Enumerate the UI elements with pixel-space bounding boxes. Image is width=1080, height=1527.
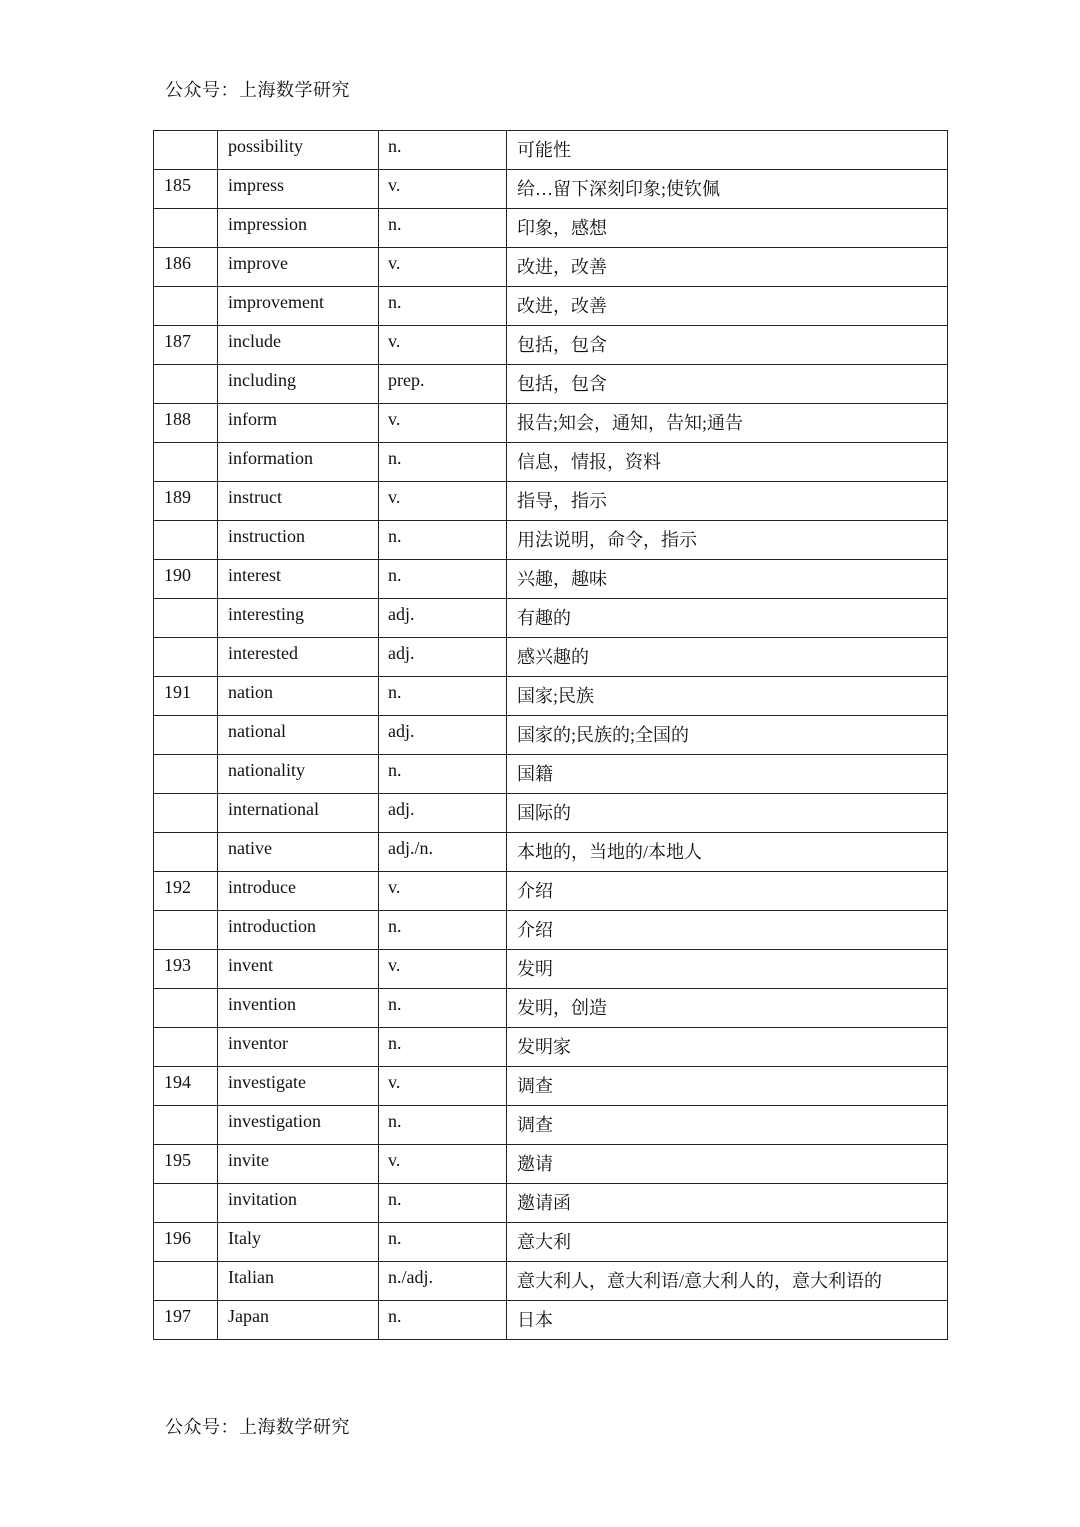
meaning-cell: 调查	[507, 1067, 948, 1106]
word-cell: invitation	[218, 1184, 379, 1223]
meaning-cell: 印象，感想	[507, 209, 948, 248]
entry-number: 187	[154, 326, 218, 365]
part-of-speech-cell: v.	[379, 950, 507, 989]
table-row	[154, 1028, 948, 1067]
meaning-cell: 给…留下深刻印象;使钦佩	[507, 170, 948, 209]
table-row	[154, 248, 948, 287]
word-cell: native	[218, 833, 379, 872]
table-row	[154, 482, 948, 521]
word-cell: invite	[218, 1145, 379, 1184]
word-cell: international	[218, 794, 379, 833]
part-of-speech-cell: v.	[379, 1067, 507, 1106]
word-cell: impress	[218, 170, 379, 209]
meaning-cell: 发明	[507, 950, 948, 989]
entry-number: 191	[154, 677, 218, 716]
entry-number	[154, 1262, 218, 1301]
word-cell: impression	[218, 209, 379, 248]
word-cell: inform	[218, 404, 379, 443]
entry-number: 185	[154, 170, 218, 209]
entry-number	[154, 599, 218, 638]
table-row	[154, 1106, 948, 1145]
part-of-speech-cell: n.	[379, 989, 507, 1028]
entry-number: 195	[154, 1145, 218, 1184]
table-row	[154, 326, 948, 365]
meaning-cell: 发明家	[507, 1028, 948, 1067]
word-cell: improvement	[218, 287, 379, 326]
meaning-cell: 国家;民族	[507, 677, 948, 716]
part-of-speech-cell: n.	[379, 521, 507, 560]
meaning-cell: 指导，指示	[507, 482, 948, 521]
entry-number	[154, 716, 218, 755]
entry-number	[154, 989, 218, 1028]
table-row	[154, 677, 948, 716]
word-cell: interesting	[218, 599, 379, 638]
table-row	[154, 560, 948, 599]
meaning-cell: 报告;知会，通知，告知;通告	[507, 404, 948, 443]
word-cell: national	[218, 716, 379, 755]
word-cell: improve	[218, 248, 379, 287]
page-header: 公众号：上海数学研究	[165, 80, 350, 100]
table-row	[154, 1262, 948, 1301]
meaning-cell: 包括，包含	[507, 326, 948, 365]
part-of-speech-cell: adj.	[379, 716, 507, 755]
vocabulary-table	[153, 130, 948, 1340]
word-cell: inventor	[218, 1028, 379, 1067]
word-cell: information	[218, 443, 379, 482]
table-row	[154, 755, 948, 794]
table-row	[154, 521, 948, 560]
entry-number	[154, 443, 218, 482]
meaning-cell: 改进，改善	[507, 287, 948, 326]
meaning-cell: 意大利	[507, 1223, 948, 1262]
table-row	[154, 950, 948, 989]
entry-number: 196	[154, 1223, 218, 1262]
entry-number: 186	[154, 248, 218, 287]
part-of-speech-cell: n.	[379, 1106, 507, 1145]
part-of-speech-cell: adj./n.	[379, 833, 507, 872]
table-row	[154, 1223, 948, 1262]
table-row	[154, 404, 948, 443]
word-cell: include	[218, 326, 379, 365]
meaning-cell: 用法说明，命令，指示	[507, 521, 948, 560]
meaning-cell: 国际的	[507, 794, 948, 833]
table-row	[154, 1184, 948, 1223]
entry-number	[154, 755, 218, 794]
table-row	[154, 443, 948, 482]
word-cell: instruct	[218, 482, 379, 521]
part-of-speech-cell: v.	[379, 248, 507, 287]
table-row	[154, 989, 948, 1028]
table-row	[154, 1067, 948, 1106]
meaning-cell: 包括，包含	[507, 365, 948, 404]
word-cell: nationality	[218, 755, 379, 794]
meaning-cell: 兴趣，趣味	[507, 560, 948, 599]
word-cell: interested	[218, 638, 379, 677]
table-row	[154, 170, 948, 209]
entry-number: 194	[154, 1067, 218, 1106]
part-of-speech-cell: adj.	[379, 599, 507, 638]
part-of-speech-cell: n.	[379, 1184, 507, 1223]
part-of-speech-cell: n.	[379, 1223, 507, 1262]
meaning-cell: 本地的，当地的/本地人	[507, 833, 948, 872]
table-row	[154, 1301, 948, 1340]
part-of-speech-cell: n.	[379, 755, 507, 794]
entry-number	[154, 911, 218, 950]
part-of-speech-cell: n.	[379, 443, 507, 482]
word-cell: nation	[218, 677, 379, 716]
meaning-cell: 发明，创造	[507, 989, 948, 1028]
part-of-speech-cell: n.	[379, 1301, 507, 1340]
part-of-speech-cell: v.	[379, 170, 507, 209]
word-cell: invention	[218, 989, 379, 1028]
entry-number: 188	[154, 404, 218, 443]
table-row	[154, 209, 948, 248]
part-of-speech-cell: n.	[379, 209, 507, 248]
word-cell: possibility	[218, 131, 379, 170]
table-row	[154, 287, 948, 326]
word-cell: introduction	[218, 911, 379, 950]
meaning-cell: 介绍	[507, 911, 948, 950]
meaning-cell: 调查	[507, 1106, 948, 1145]
word-cell: interest	[218, 560, 379, 599]
meaning-cell: 有趣的	[507, 599, 948, 638]
entry-number	[154, 287, 218, 326]
table-row	[154, 638, 948, 677]
entry-number	[154, 638, 218, 677]
meaning-cell: 国籍	[507, 755, 948, 794]
part-of-speech-cell: v.	[379, 1145, 507, 1184]
part-of-speech-cell: n./adj.	[379, 1262, 507, 1301]
entry-number	[154, 1028, 218, 1067]
meaning-cell: 邀请函	[507, 1184, 948, 1223]
entry-number	[154, 794, 218, 833]
word-cell: Japan	[218, 1301, 379, 1340]
entry-number	[154, 209, 218, 248]
part-of-speech-cell: v.	[379, 872, 507, 911]
part-of-speech-cell: n.	[379, 1028, 507, 1067]
table-row	[154, 911, 948, 950]
part-of-speech-cell: prep.	[379, 365, 507, 404]
entry-number	[154, 365, 218, 404]
word-cell: invent	[218, 950, 379, 989]
entry-number: 190	[154, 560, 218, 599]
entry-number: 189	[154, 482, 218, 521]
table-row	[154, 794, 948, 833]
word-cell: including	[218, 365, 379, 404]
entry-number	[154, 131, 218, 170]
part-of-speech-cell: adj.	[379, 638, 507, 677]
meaning-cell: 介绍	[507, 872, 948, 911]
meaning-cell: 邀请	[507, 1145, 948, 1184]
word-cell: instruction	[218, 521, 379, 560]
word-cell: introduce	[218, 872, 379, 911]
table-row	[154, 716, 948, 755]
entry-number: 197	[154, 1301, 218, 1340]
table-row	[154, 365, 948, 404]
meaning-cell: 日本	[507, 1301, 948, 1340]
word-cell: Italian	[218, 1262, 379, 1301]
part-of-speech-cell: adj.	[379, 794, 507, 833]
part-of-speech-cell: n.	[379, 131, 507, 170]
entry-number	[154, 521, 218, 560]
word-cell: investigate	[218, 1067, 379, 1106]
word-cell: investigation	[218, 1106, 379, 1145]
meaning-cell: 感兴趣的	[507, 638, 948, 677]
meaning-cell: 国家的;民族的;全国的	[507, 716, 948, 755]
part-of-speech-cell: n.	[379, 560, 507, 599]
table-row	[154, 1145, 948, 1184]
meaning-cell: 改进，改善	[507, 248, 948, 287]
table-row	[154, 131, 948, 170]
part-of-speech-cell: n.	[379, 287, 507, 326]
entry-number: 193	[154, 950, 218, 989]
entry-number	[154, 1106, 218, 1145]
table-row	[154, 599, 948, 638]
meaning-cell: 信息，情报，资料	[507, 443, 948, 482]
word-cell: Italy	[218, 1223, 379, 1262]
part-of-speech-cell: v.	[379, 482, 507, 521]
page-footer: 公众号：上海数学研究	[165, 1417, 350, 1437]
entry-number	[154, 1184, 218, 1223]
part-of-speech-cell: v.	[379, 326, 507, 365]
part-of-speech-cell: v.	[379, 404, 507, 443]
entry-number	[154, 833, 218, 872]
meaning-cell: 可能性	[507, 131, 948, 170]
table-row	[154, 872, 948, 911]
part-of-speech-cell: n.	[379, 677, 507, 716]
meaning-cell: 意大利人，意大利语/意大利人的，意大利语的	[507, 1262, 948, 1301]
vocabulary-table-body	[154, 131, 948, 1340]
table-row	[154, 833, 948, 872]
entry-number: 192	[154, 872, 218, 911]
part-of-speech-cell: n.	[379, 911, 507, 950]
